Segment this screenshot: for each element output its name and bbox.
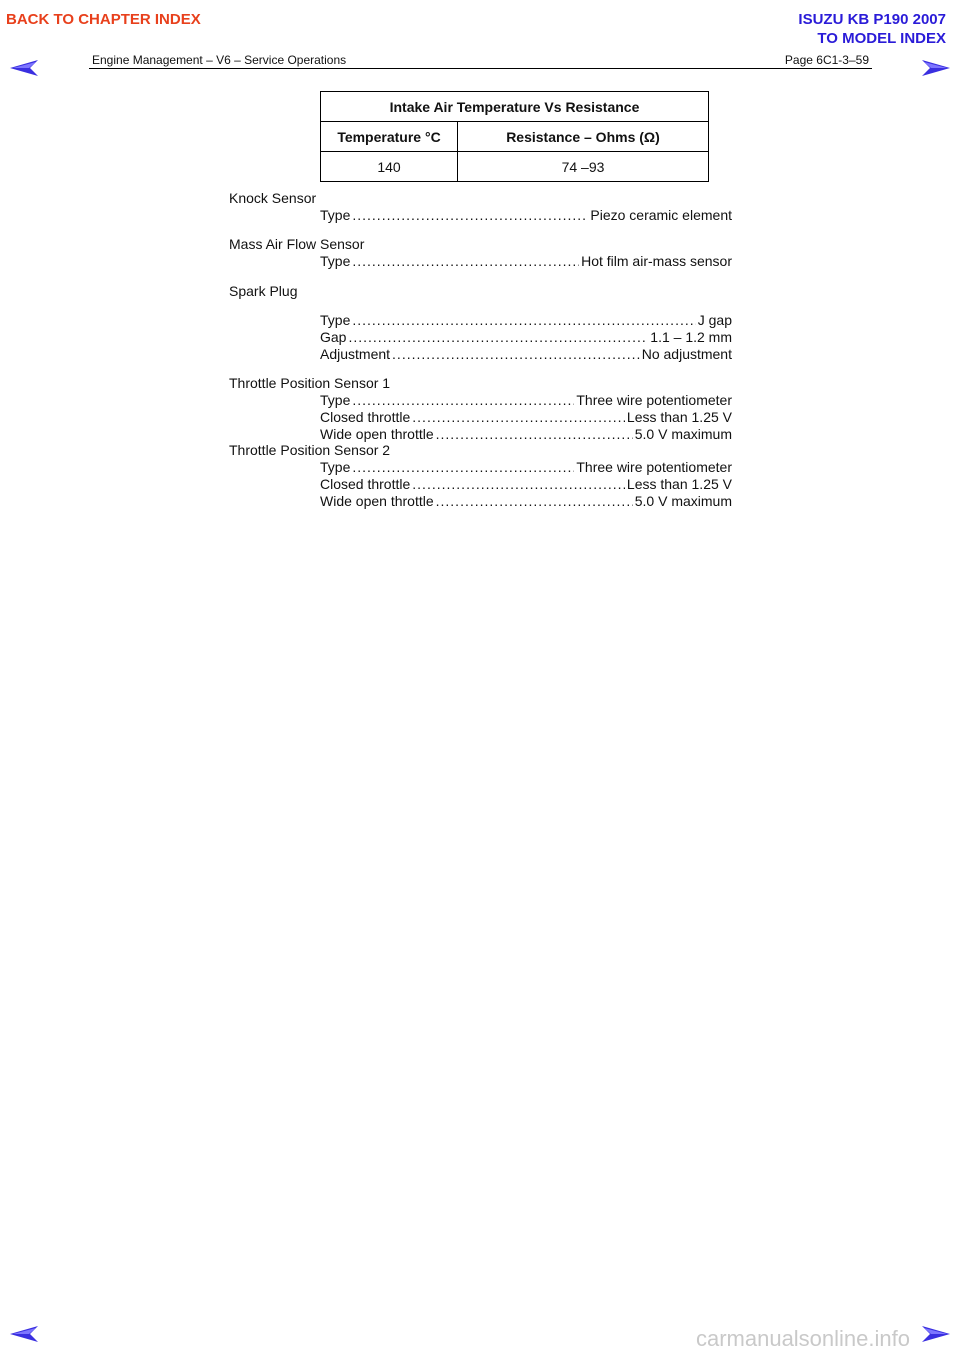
back-to-chapter-index-link[interactable]: BACK TO CHAPTER INDEX [6,11,201,28]
spark-plug-type-row [320,312,732,329]
spec-label: Wide open throttle [320,493,434,509]
table-cell-resistance: 74 –93 [458,152,709,182]
header-divider [89,68,872,69]
leader-dots [436,493,633,509]
leader-dots [352,392,574,408]
spark-plug-gap-row [320,329,732,346]
table-caption: Intake Air Temperature Vs Resistance [321,92,709,122]
spec-label: Wide open throttle [320,426,434,442]
leader-dots [412,409,625,425]
arrow-left-icon[interactable] [10,1326,38,1342]
spec-value: Less than 1.25 V [626,409,732,425]
spec-label: Closed throttle [320,476,411,492]
tps1-wide-open-throttle-row [320,426,732,443]
model-title-link[interactable]: ISUZU KB P190 2007 [798,11,946,28]
tps1-type-row [320,392,732,409]
tps2-type-row [320,459,732,476]
spec-value: Three wire potentiometer [576,459,732,475]
arrow-left-icon[interactable] [10,60,38,76]
spec-value: Three wire potentiometer [576,392,732,408]
table-header-temperature: Temperature °C [321,122,458,152]
spec-label: Adjustment [320,346,391,362]
table-row [321,152,709,182]
leader-dots [392,346,640,362]
tps1-closed-throttle-row [320,409,732,426]
spec-value: 5.0 V maximum [634,493,732,509]
spec-value: 1.1 – 1.2 mm [650,329,732,345]
throttle-position-sensor-1-heading: Throttle Position Sensor 1 [229,375,391,391]
spec-label: Type [320,312,351,328]
spec-label: Type [320,459,351,475]
leader-dots [352,253,579,269]
spec-value: No adjustment [641,346,732,362]
spec-label: Type [320,207,351,223]
table-cell-temperature: 140 [321,152,458,182]
to-model-index-link[interactable]: TO MODEL INDEX [817,30,946,47]
spec-label: Type [320,392,351,408]
spec-value: Less than 1.25 V [626,476,732,492]
arrow-right-icon[interactable] [922,60,950,76]
throttle-position-sensor-2-heading: Throttle Position Sensor 2 [229,442,391,458]
maf-sensor-type-row [320,253,732,270]
tps2-wide-open-throttle-row [320,493,732,510]
spec-label: Gap [320,329,347,345]
leader-dots [352,312,695,328]
knock-sensor-type-row [320,207,732,224]
knock-sensor-heading: Knock Sensor [229,190,317,206]
spec-value: Piezo ceramic element [590,207,732,223]
spec-label: Closed throttle [320,409,411,425]
watermark: carmanualsonline.info [695,1326,910,1351]
spec-value: Hot film air-mass sensor [581,253,732,269]
table-header-resistance: Resistance – Ohms (Ω) [458,122,709,152]
leader-dots [436,426,633,442]
leader-dots [348,329,648,345]
spark-plug-heading: Spark Plug [229,283,298,299]
tps2-closed-throttle-row [320,476,732,493]
spec-value: J gap [697,312,732,328]
leader-dots [352,207,588,223]
leader-dots [352,459,574,475]
spark-plug-adjustment-row [320,346,732,363]
page-number: Page 6C1-3–59 [784,53,869,67]
leader-dots [412,476,625,492]
arrow-right-icon[interactable] [922,1326,950,1342]
mass-air-flow-sensor-heading: Mass Air Flow Sensor [229,236,365,252]
spec-value: 5.0 V maximum [634,426,732,442]
spec-label: Type [320,253,351,269]
intake-air-temperature-table [320,91,709,182]
document-header-title: Engine Management – V6 – Service Operations [92,53,347,67]
